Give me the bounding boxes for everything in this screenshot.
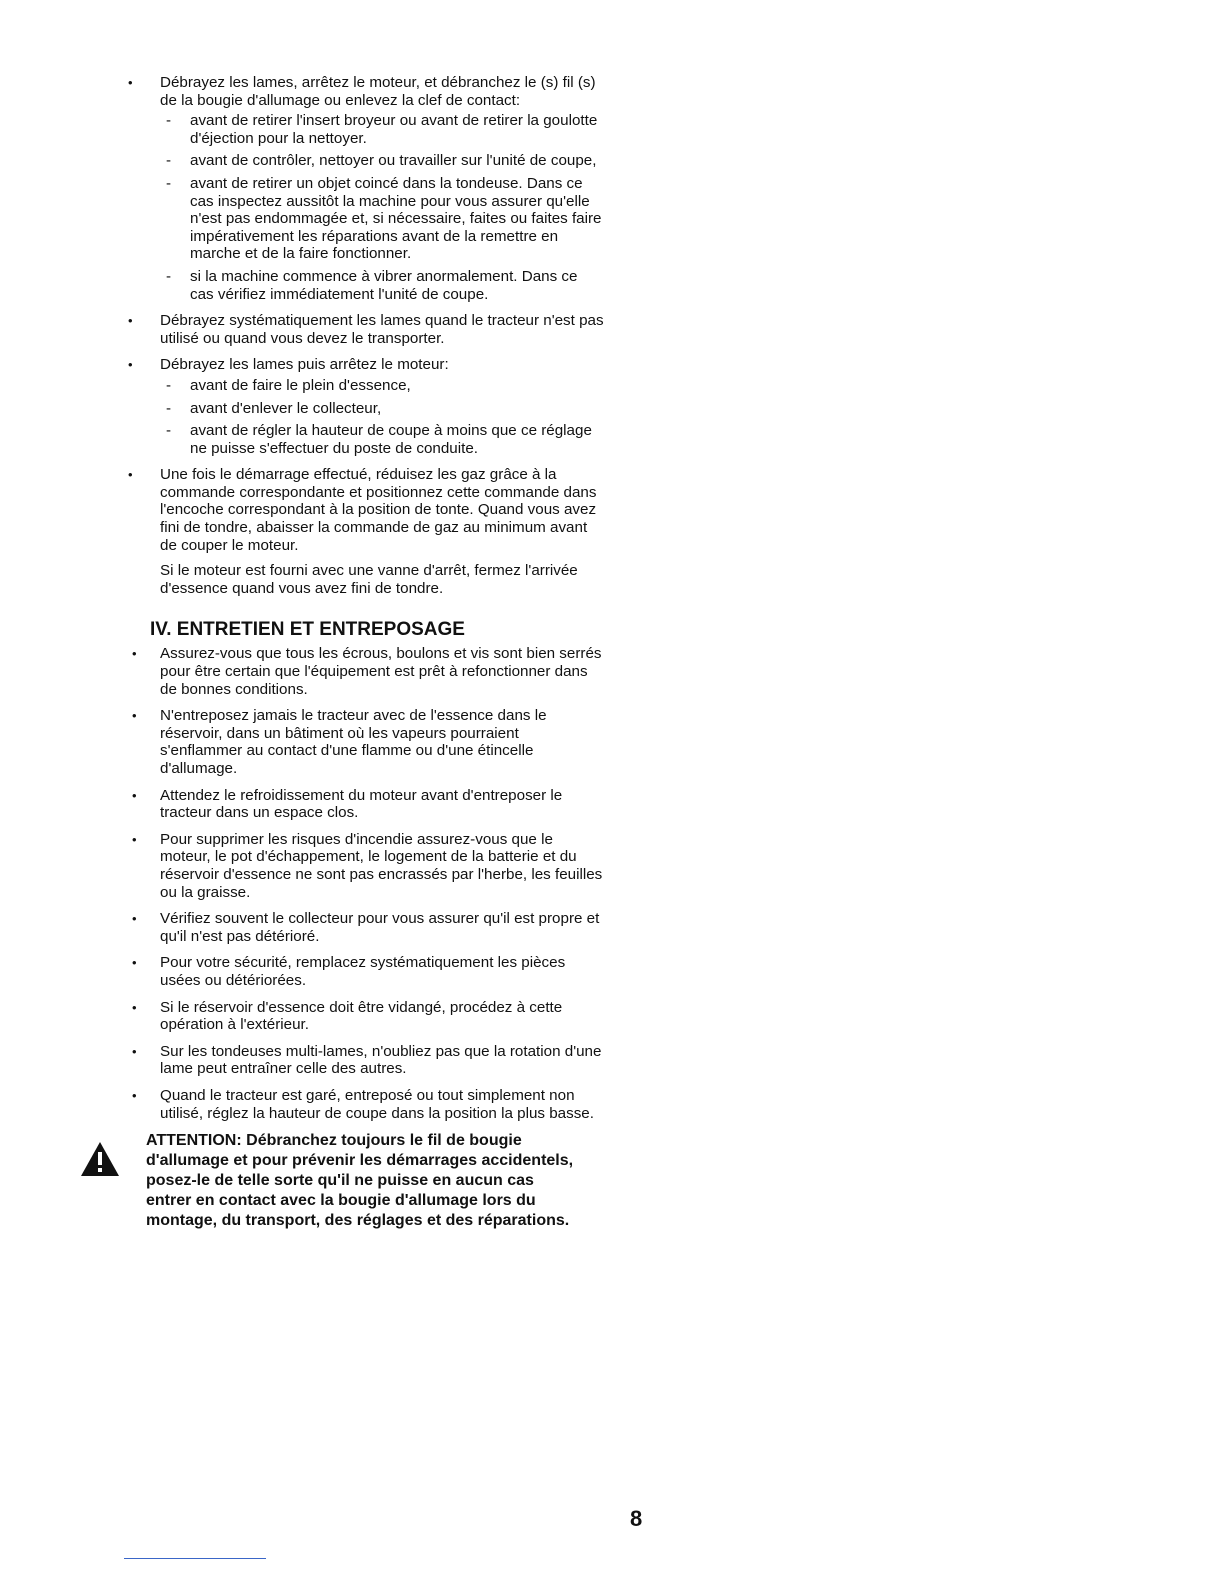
sub-item: - si la machine commence à vibrer anormalement. Dans ce cas vérifiez immédiatement l'unité de coupe. <box>166 267 578 303</box>
list-item: • Pour votre sécurité, remplacez systématiquement les pièces usées ou détériorées. <box>132 954 566 989</box>
text-column <box>128 74 604 1231</box>
sub-item: - avant de faire le plein d'essence, <box>166 376 411 394</box>
item-text: Débrayez les lames, arrêtez le moteur, et débranchez le (s) fil (s) de la bougie d'allumage ou enlevez la clef de contact: <box>160 74 596 109</box>
warning-block <box>146 1131 576 1231</box>
bullet: • <box>132 1043 137 1059</box>
bullet: • <box>132 646 137 662</box>
item-text: Débrayez les lames puis arrêtez le moteur: <box>160 356 449 374</box>
list-item: • Sur les tondeuses multi-lames, n'oubliez pas que la rotation d'une lame peut entraîner celle des autres. <box>132 1042 602 1078</box>
bullet: • <box>132 911 137 927</box>
sub-item: - avant d'enlever le collecteur, <box>166 399 382 417</box>
warning-triangle-icon <box>80 1141 120 1177</box>
list-item: • Pour supprimer les risques d'incendie assurez-vous que le moteur, le pot d'échappement, le logement de la batterie et du réservoir d'essence ne sont pas encrassés par l'herbe, les feuilles ou la graisse. <box>132 830 603 901</box>
item-text: Une fois le démarrage effectué, réduisez les gaz grâce à la commande correspondante et positionnez cette commande dans l'encoche correspondant à la position de tonte. Quand vous avez fini de tondre, abaisser la commande de gaz au minimum avant de couper le moteur. <box>160 466 597 554</box>
sub-list <box>160 112 604 303</box>
bullet: • <box>128 313 133 329</box>
sub-item: - avant de retirer un objet coincé dans la tondeuse. Dans ce cas inspectez aussitôt la machine pour vous assurer qu'elle n'est pas endommagée et, si nécessaire, faites ou faites faire impérativement les réparations avant de la remettre en marche et de la faire fonctionner. <box>166 174 602 263</box>
list-item <box>128 466 604 597</box>
item-text: Débrayez systématiquement les lames quand le tracteur n'est pas utilisé ou quand vous devez le transporter. <box>160 312 604 347</box>
bullet: • <box>132 787 137 803</box>
bullet: • <box>128 467 133 483</box>
bullet: • <box>132 955 137 971</box>
section-title: IV. ENTRETIEN ET ENTREPOSAGE <box>150 619 465 641</box>
sub-list <box>160 377 604 457</box>
warning-text: ATTENTION: Débranchez toujours le fil de bougie d'allumage et pour prévenir les démarrages accidentels, posez-le de telle sorte qu'il ne puisse en aucun cas entrer en contact avec la bougie d'allumage lors du montage, du transport, des réglages et des réparations. <box>146 1132 574 1230</box>
list-item: • Assurez-vous que tous les écrous, boulons et vis sont bien serrés pour être certain que l'équipement est prêt à refonctionner dans de bonnes conditions. <box>132 645 602 698</box>
item-note: Si le moteur est fourni avec une vanne d'arrêt, fermez l'arrivée d'essence quand vous avez fini de tondre. <box>160 562 578 597</box>
list-item <box>128 356 604 457</box>
list-item <box>128 74 604 303</box>
sub-item: - avant de retirer l'insert broyeur ou avant de retirer la goulotte d'éjection pour la nettoyer. <box>166 112 598 147</box>
bullet: • <box>132 831 137 847</box>
footer-rule <box>124 1558 266 1559</box>
sub-item: - avant de contrôler, nettoyer ou travailler sur l'unité de coupe, <box>166 152 597 170</box>
bullet: • <box>128 357 133 373</box>
list-item: • Vérifiez souvent le collecteur pour vous assurer qu'il est propre et qu'il n'est pas détérioré. <box>132 910 600 945</box>
bullet: • <box>132 1087 137 1103</box>
list-item: • N'entreposez jamais le tracteur avec de l'essence dans le réservoir, dans un bâtiment où les vapeurs pourraient s'enflammer au contact d'une flamme ou d'une étincelle d'allumage. <box>132 707 547 777</box>
page-number: 8 <box>630 1506 643 1531</box>
list-item <box>128 312 604 347</box>
list-item: • Attendez le refroidissement du moteur avant d'entreposer le tracteur dans un espace clos. <box>132 786 563 822</box>
bullet: • <box>128 75 133 90</box>
bullet: • <box>132 708 137 724</box>
sub-item: - avant de régler la hauteur de coupe à moins que ce réglage ne puisse s'effectuer du poste de conduite. <box>166 422 592 457</box>
list-item: • Quand le tracteur est garé, entreposé ou tout simplement non utilisé, réglez la hauteur de coupe dans la position la plus basse. <box>132 1086 594 1122</box>
bullet: • <box>132 999 137 1015</box>
list-item: • Si le réservoir d'essence doit être vidangé, procédez à cette opération à l'extérieur. <box>132 998 563 1034</box>
